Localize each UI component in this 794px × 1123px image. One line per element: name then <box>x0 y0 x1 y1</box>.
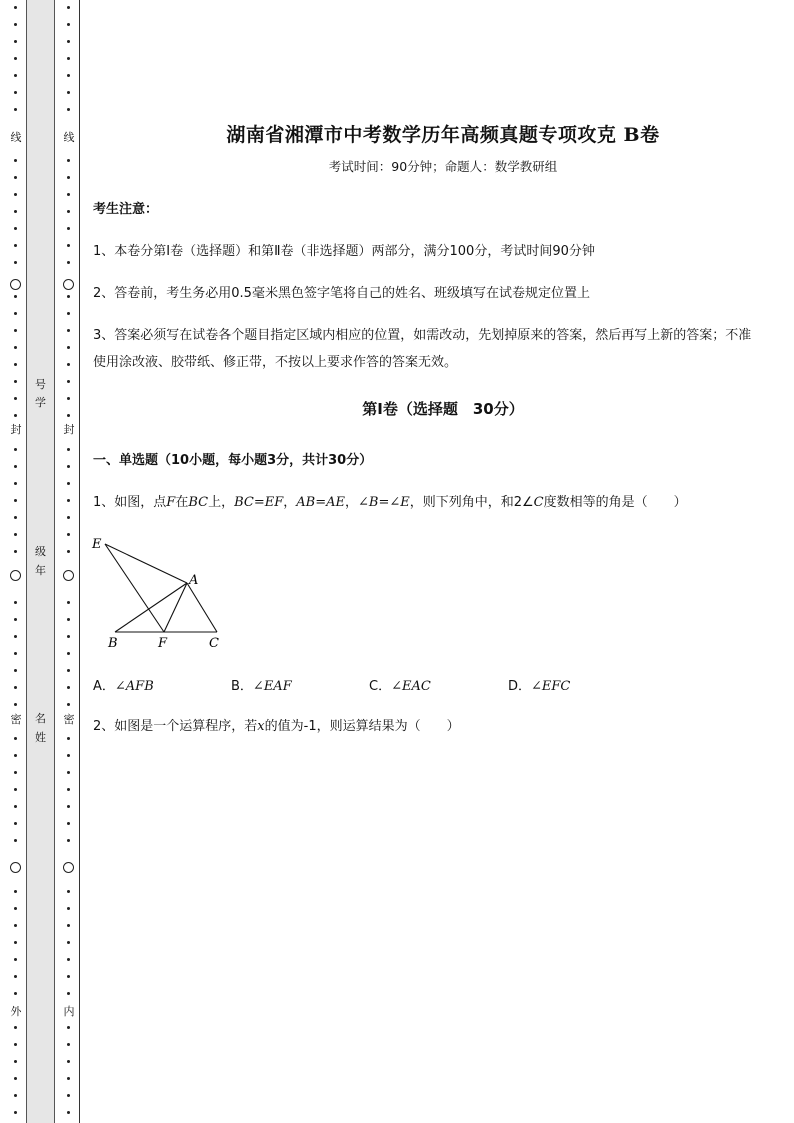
binding-dot <box>14 210 17 213</box>
binding-dot <box>67 822 70 825</box>
binding-mark-outer: 外 <box>6 1006 26 1017</box>
binding-dot <box>67 74 70 77</box>
binding-circle <box>63 570 74 581</box>
binding-dot <box>14 992 17 995</box>
binding-mark-inner: 内 <box>59 1006 79 1017</box>
binding-dot <box>14 244 17 247</box>
binding-dot <box>67 958 70 961</box>
binding-dot <box>67 465 70 468</box>
choice-d[interactable]: D．∠EFC <box>508 679 571 694</box>
binding-dot <box>67 975 70 978</box>
binding-dot <box>14 1111 17 1114</box>
binding-circle <box>10 570 21 581</box>
binding-dot <box>67 992 70 995</box>
binding-dot <box>14 635 17 638</box>
notice-item: 2、答卷前，考生务必用0.5毫米黑色签字笔将自己的姓名、班级填写在试卷规定位置上 <box>93 286 590 301</box>
segment-EA <box>105 544 187 583</box>
binding-dot <box>14 295 17 298</box>
binding-dot <box>67 941 70 944</box>
binding-dot <box>67 1077 70 1080</box>
binding-dot <box>14 159 17 162</box>
binding-dot <box>67 601 70 604</box>
binding-dot <box>14 227 17 230</box>
binding-dot <box>67 1111 70 1114</box>
binding-dot <box>14 958 17 961</box>
field-label-char: 级 <box>35 545 46 558</box>
binding-dot <box>67 1060 70 1063</box>
binding-dot <box>67 771 70 774</box>
binding-dot <box>67 57 70 60</box>
binding-dot <box>14 414 17 417</box>
binding-dot <box>14 788 17 791</box>
binding-dot <box>67 924 70 927</box>
part-heading: 一、单选题（10小题，每小题3分，共计30分） <box>93 453 373 468</box>
binding-dot <box>14 771 17 774</box>
binding-dot <box>67 652 70 655</box>
binding-dot <box>14 499 17 502</box>
binding-dot <box>14 1094 17 1097</box>
binding-dot <box>67 23 70 26</box>
binding-dot <box>67 312 70 315</box>
binding-dot <box>14 346 17 349</box>
binding-circle <box>63 279 74 290</box>
choice-b[interactable]: B．∠EAF <box>231 679 292 694</box>
binding-dot <box>14 669 17 672</box>
binding-dot <box>67 737 70 740</box>
binding-dot <box>14 805 17 808</box>
binding-dot <box>67 295 70 298</box>
field-label-char: 姓 <box>35 731 46 744</box>
binding-dot <box>14 261 17 264</box>
binding-dot <box>67 108 70 111</box>
section-title: 第I卷（选择题 30分） <box>362 400 524 418</box>
page-title: 湖南省湘潭市中考数学历年高频真题专项攻克 B卷 <box>226 124 660 146</box>
binding-dot <box>14 380 17 383</box>
binding-dot <box>67 686 70 689</box>
binding-dot <box>14 193 17 196</box>
point-label-B: B <box>108 636 118 651</box>
choice-a[interactable]: A．∠AFB <box>93 679 154 694</box>
field-label-char: 号 <box>35 378 46 391</box>
binding-border-line <box>79 0 80 1123</box>
segment-BA <box>115 583 187 632</box>
binding-dot <box>14 312 17 315</box>
binding-dot <box>67 754 70 757</box>
point-label-E: E <box>92 537 102 552</box>
point-label-F: F <box>158 636 168 651</box>
binding-dot <box>67 210 70 213</box>
binding-dot <box>67 193 70 196</box>
binding-dot <box>14 329 17 332</box>
binding-dot <box>14 57 17 60</box>
choice-c[interactable]: C．∠EAC <box>369 679 431 694</box>
point-label-C: C <box>209 636 219 651</box>
binding-dot <box>14 686 17 689</box>
binding-dot <box>67 1094 70 1097</box>
binding-dot <box>14 618 17 621</box>
binding-mark-secret: 密 <box>59 714 79 725</box>
binding-mark-secret: 密 <box>6 714 26 725</box>
question-1-stem: 1、如图，点F在BC上，BC=EF，AB=AE，∠B=∠E，则下列角中，和2∠C度数相等的角是（ ） <box>93 495 687 510</box>
binding-dot <box>14 754 17 757</box>
binding-dot <box>67 788 70 791</box>
binding-dot <box>14 839 17 842</box>
binding-dot <box>14 74 17 77</box>
binding-dot <box>67 550 70 553</box>
binding-dot <box>14 465 17 468</box>
binding-dot <box>67 414 70 417</box>
binding-dot <box>67 244 70 247</box>
binding-dot <box>67 176 70 179</box>
question-2-stem: 2、如图是一个运算程序，若x的值为-1，则运算结果为（ ） <box>93 719 460 734</box>
segment-AC <box>187 583 217 632</box>
binding-dot <box>67 380 70 383</box>
binding-dot <box>67 448 70 451</box>
binding-dot <box>14 924 17 927</box>
binding-dot <box>14 941 17 944</box>
binding-dot <box>67 618 70 621</box>
binding-dot <box>67 499 70 502</box>
binding-dot <box>67 635 70 638</box>
binding-dot <box>14 516 17 519</box>
binding-dot <box>14 601 17 604</box>
binding-dot <box>67 159 70 162</box>
binding-dot <box>14 1077 17 1080</box>
notice-item: 1、本卷分第I卷（选择题）和第Ⅱ卷（非选择题）两部分，满分100分，考试时间90分钟 <box>93 244 595 259</box>
binding-mark-line: 线 <box>6 132 26 143</box>
binding-mark-seal: 封 <box>6 424 26 435</box>
binding-dot <box>14 890 17 893</box>
question-1-figure <box>88 530 228 655</box>
binding-dot <box>14 6 17 9</box>
field-label-char: 学 <box>35 396 46 409</box>
binding-dot <box>14 737 17 740</box>
binding-dot <box>67 91 70 94</box>
binding-dot <box>67 703 70 706</box>
binding-dot <box>14 907 17 910</box>
binding-dot <box>67 516 70 519</box>
binding-dot <box>14 176 17 179</box>
binding-mark-line: 线 <box>59 132 79 143</box>
binding-dot <box>14 1043 17 1046</box>
binding-dot <box>67 1026 70 1029</box>
binding-dot <box>67 1043 70 1046</box>
binding-dot <box>14 448 17 451</box>
binding-dot <box>14 91 17 94</box>
binding-dot <box>14 1060 17 1063</box>
binding-dot <box>67 261 70 264</box>
notice-heading: 考生注意： <box>93 202 159 217</box>
binding-dot <box>14 822 17 825</box>
binding-dot <box>14 108 17 111</box>
binding-circle <box>10 862 21 873</box>
binding-dot <box>14 397 17 400</box>
binding-dot <box>14 482 17 485</box>
binding-dot <box>67 329 70 332</box>
field-label-char: 名 <box>35 712 46 725</box>
binding-dot <box>14 40 17 43</box>
binding-dot <box>14 533 17 536</box>
binding-dot <box>67 669 70 672</box>
student-info-strip <box>26 0 55 1123</box>
binding-dot <box>14 23 17 26</box>
binding-circle <box>63 862 74 873</box>
binding-dot <box>67 40 70 43</box>
outer-dotted-binding-line <box>6 0 26 1123</box>
binding-dot <box>67 907 70 910</box>
binding-dot <box>14 363 17 366</box>
binding-dot <box>14 703 17 706</box>
binding-dot <box>67 839 70 842</box>
binding-circle <box>10 279 21 290</box>
notice-item: 3、答案必须写在试卷各个题目指定区域内相应的位置，如需改动，先划掉原来的答案，然后再写上新的答案；不准使用涂改液、胶带纸、修正带，不按以上要求作答的答案无效。 <box>93 328 752 370</box>
inner-dotted-binding-line <box>59 0 79 1123</box>
binding-dot <box>14 550 17 553</box>
binding-dot <box>67 890 70 893</box>
binding-dot <box>14 975 17 978</box>
exam-info: 考试时间：90分钟；命题人：数学教研组 <box>328 159 558 174</box>
binding-dot <box>14 1026 17 1029</box>
binding-mark-seal: 封 <box>59 424 79 435</box>
binding-dot <box>67 397 70 400</box>
binding-dot <box>67 533 70 536</box>
field-label-char: 年 <box>35 564 46 577</box>
binding-dot <box>67 227 70 230</box>
binding-dot <box>67 6 70 9</box>
binding-dot <box>67 805 70 808</box>
binding-dot <box>14 652 17 655</box>
point-label-A: A <box>189 573 199 588</box>
binding-dot <box>67 363 70 366</box>
binding-dot <box>67 482 70 485</box>
binding-dot <box>67 346 70 349</box>
